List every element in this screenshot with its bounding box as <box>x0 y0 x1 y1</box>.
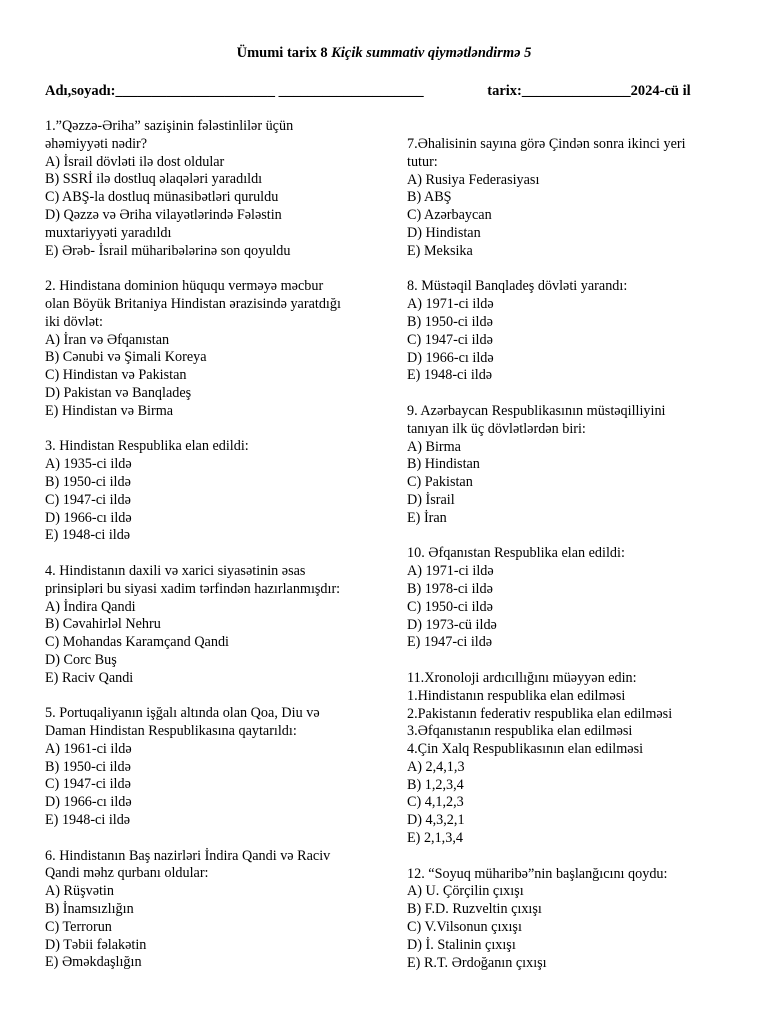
answer-option: B) F.D. Ruzveltin çıxışı <box>407 901 542 918</box>
answer-option: A) U. Çörçilin çıxışı <box>407 883 524 900</box>
question-stem-line: 9. Azərbaycan Respublikasının müstəqilliyini <box>407 402 666 419</box>
answer-option: D) Pakistan və Banqladeş <box>45 384 192 401</box>
answer-option: B) SSRİ ilə dostluq əlaqələri yaradıldı <box>45 171 263 188</box>
answer-option: C) Terrorun <box>45 918 112 935</box>
question-stem-line: Qandi məhz qurbanı oldular: <box>45 865 209 882</box>
question-stem-line: 10. Əfqanıstan Respublika elan edildi: <box>407 545 625 562</box>
answer-option: C) 1947-ci ildə <box>45 776 131 793</box>
question-block <box>45 278 375 420</box>
answer-option: C) 1947-ci ildə <box>45 491 131 508</box>
question-stem-line: tutur: <box>407 153 438 170</box>
question-stem-line: Daman Hindistan Respublikasına qaytarıldı: <box>45 723 297 740</box>
answer-option: C) Pakistan <box>407 474 473 491</box>
answer-option: A) 1971-ci ildə <box>407 296 494 313</box>
title-main: Ümumi tarix 8 <box>236 45 328 61</box>
answer-option: E) İran <box>407 509 447 526</box>
question-stem-line: 3. Hindistan Respublika elan edildi: <box>45 438 249 455</box>
question-stem-line: 4. Hindistanın daxili və xarici siyasətinin əsas <box>45 562 306 579</box>
answer-option: E) 1948-ci ildə <box>45 812 131 829</box>
question-block <box>407 670 732 848</box>
question-block <box>407 403 732 528</box>
answer-option: E) Əməkdaşlığın <box>45 954 142 971</box>
question-block <box>407 866 732 973</box>
answer-option: C) V.Vilsonun çıxışı <box>407 919 522 936</box>
answer-option: D) Qəzzə və Əriha vilayətlərində Fələstin <box>45 206 282 223</box>
question-stem-line: olan Böyük Britaniya Hindistan ərazisində yaratdığı <box>45 295 341 312</box>
question-stem-line: prinsipləri bu siyasi xadim tərfindən hazırlanmışdır: <box>45 580 341 597</box>
question-stem-line: 7.Əhalisinin sayına görə Çindən sonra ikinci yeri <box>407 136 686 152</box>
questions-left-column <box>45 118 375 990</box>
answer-option: B) Cənubi və Şimali Koreya <box>45 349 207 366</box>
answer-option: B) Hindistan <box>407 456 480 473</box>
answer-option: A) 1971-ci ildə <box>407 563 494 580</box>
question-stem-line: 2. Hindistana dominion hüququ verməyə məcbur <box>45 278 324 295</box>
answer-option: A) Birma <box>407 438 461 455</box>
answer-option: D) İsrail <box>407 491 455 508</box>
answer-option: E) Ərəb- İsrail müharibələrinə son qoyuldu <box>45 242 291 259</box>
question-block <box>45 848 375 973</box>
question-block <box>45 118 375 260</box>
answer-option: B) 1950-ci ildə <box>407 313 493 330</box>
question-block <box>45 438 375 545</box>
answer-option: A) 2,4,1,3 <box>407 758 465 775</box>
question-stem-line: 6. Hindistanın Baş nazirləri İndira Qandi və Raciv <box>45 847 331 864</box>
answer-option: D) İ. Stalinin çıxışı <box>407 936 516 953</box>
answer-option: E) 1948-ci ildə <box>407 367 493 384</box>
answer-option: D) 1966-cı ildə <box>407 349 494 366</box>
answer-option: E) 1947-ci ildə <box>407 634 493 651</box>
answer-option: C) 1950-ci ildə <box>407 598 493 615</box>
answer-option: E) R.T. Ərdoğanın çıxışı <box>407 954 547 971</box>
question-stem-line: 1.”Qəzzə-Əriha” sazişinin fələstinlilər üçün <box>45 118 294 134</box>
question-stem-line: 8. Müstəqil Banqladeş dövləti yarandı: <box>407 278 628 295</box>
answer-option: D) Təbii fəlakətin <box>45 936 147 953</box>
question-stem-line: iki dövlət: <box>45 313 103 330</box>
answer-option: D) Corc Buş <box>45 651 117 668</box>
answer-option: B) 1950-ci ildə <box>45 758 131 775</box>
answer-option: E) Raciv Qandi <box>45 669 134 686</box>
answer-option: D) 4,3,2,1 <box>407 812 465 829</box>
question-stem-line: 12. “Soyuq müharibə”nin başlanğıcını qoydu: <box>407 865 668 882</box>
question-stem-line: 5. Portuqaliyanın işğalı altında olan Qoa, Diu və <box>45 705 320 722</box>
question-block <box>45 705 375 830</box>
question-stem-line: 4.Çin Xalq Respublikasının elan edilməsi <box>407 741 644 758</box>
answer-option: B) Cəvahirləl Nehru <box>45 616 161 633</box>
answer-option: A) İndira Qandi <box>45 598 136 615</box>
question-stem-line: 1.Hindistanın respublika elan edilməsi <box>407 687 626 704</box>
answer-option: C) ABŞ-la dostluq münasibətləri quruldu <box>45 189 279 206</box>
page-title <box>0 45 768 63</box>
question-block <box>407 278 732 385</box>
answer-option: B) 1,2,3,4 <box>407 776 464 793</box>
question-stem-line: tanıyan ilk üç dövlətlərdən biri: <box>407 420 586 437</box>
answer-option: A) 1935-ci ildə <box>45 456 132 473</box>
title-subtitle: Kiçik summativ qiymətləndirmə 5 <box>331 45 532 61</box>
question-block <box>407 545 732 652</box>
answer-option: C) Hindistan və Pakistan <box>45 367 187 384</box>
answer-option: B) İnamsızlığın <box>45 901 134 918</box>
student-info-header <box>45 83 745 101</box>
question-stem-line: 2.Pakistanın federativ respublika elan edilməsi <box>407 705 673 722</box>
answer-option: B) 1950-ci ildə <box>45 473 131 490</box>
question-stem-line: 3.Əfqanıstanın respublika elan edilməsi <box>407 723 633 740</box>
answer-option: A) İran və Əfqanıstan <box>45 331 170 348</box>
answer-option: E) Hindistan və Birma <box>45 402 174 419</box>
answer-option: C) Mohandas Karamçand Qandi <box>45 634 229 651</box>
answer-option: D) 1973-cü ildə <box>407 616 497 633</box>
questions-right-column <box>407 136 732 990</box>
question-block <box>407 136 732 261</box>
question-stem-line: əhəmiyyəti nədir? <box>45 135 148 152</box>
answer-option: E) Meksika <box>407 242 473 259</box>
answer-option: B) 1978-ci ildə <box>407 580 493 597</box>
answer-option: D) 1966-cı ildə <box>45 794 132 811</box>
answer-option: D) 1966-cı ildə <box>45 509 132 526</box>
answer-option: muxtariyyəti yaradıldı <box>45 224 172 241</box>
answer-option: A) İsrail dövləti ilə dost oldular <box>45 153 225 170</box>
answer-option: D) Hindistan <box>407 224 481 241</box>
answer-option: A) Rusiya Federasiyası <box>407 171 540 188</box>
name-field-label: Adı,soyadı:______________________ ____________________ <box>45 83 424 99</box>
answer-option: E) 1948-ci ildə <box>45 527 131 544</box>
date-field-label: tarix:_______________2024-cü il <box>487 83 691 99</box>
answer-option: B) ABŞ <box>407 189 452 206</box>
answer-option: C) Azərbaycan <box>407 207 492 224</box>
answer-option: A) 1961-ci ildə <box>45 740 132 757</box>
question-block <box>45 563 375 688</box>
answer-option: E) 2,1,3,4 <box>407 830 463 847</box>
answer-option: A) Rüşvətin <box>45 883 114 900</box>
question-stem-line: 11.Xronoloji ardıcıllığını müəyyən edin: <box>407 669 637 686</box>
answer-option: C) 1947-ci ildə <box>407 331 493 348</box>
answer-option: C) 4,1,2,3 <box>407 794 464 811</box>
